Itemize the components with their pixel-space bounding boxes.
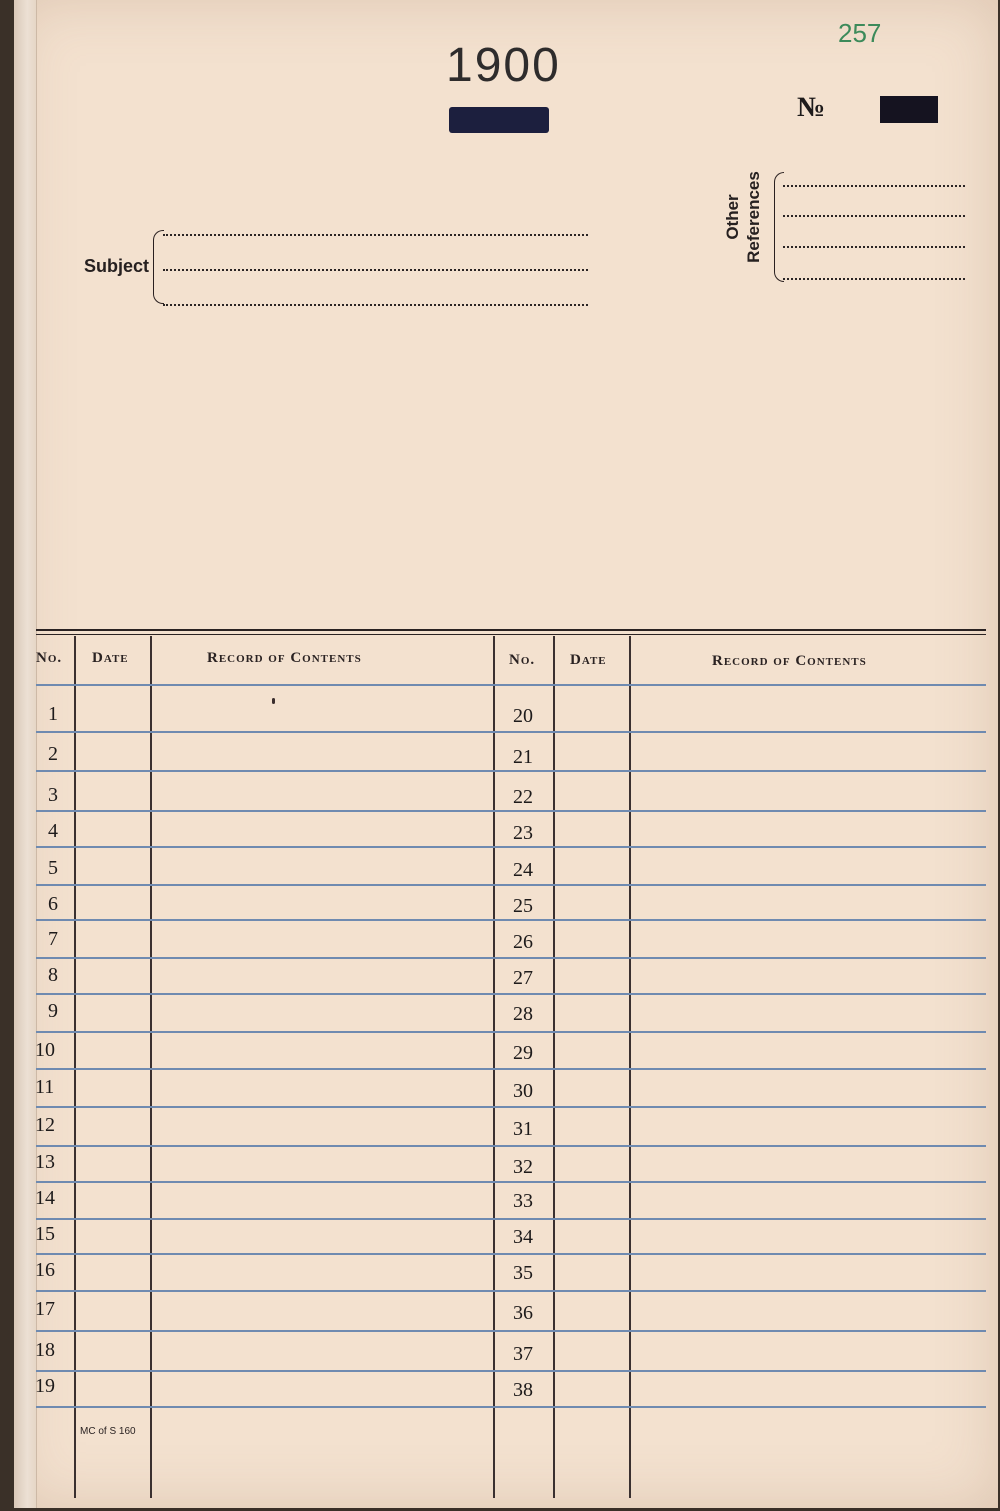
- header-no-right: No.: [509, 652, 536, 668]
- row-number-right: 32: [513, 1156, 533, 1178]
- row-rule: [36, 810, 986, 812]
- row-rule: [36, 993, 986, 995]
- other-references-brace: [774, 172, 784, 282]
- row-number-left: 2: [48, 743, 58, 765]
- row-rule: [36, 957, 986, 959]
- row-number-right: 36: [513, 1302, 533, 1324]
- row-number-right: 33: [513, 1190, 533, 1212]
- row-number-right: 26: [513, 931, 533, 953]
- ink-speck: [272, 698, 275, 704]
- header-date-left: Date: [92, 650, 129, 666]
- row-number-right: 23: [513, 822, 533, 844]
- other-ref-line-2[interactable]: [783, 215, 965, 217]
- record-sheet: [14, 0, 998, 1508]
- row-number-left: 18: [35, 1339, 55, 1361]
- redaction-block-number: [880, 96, 938, 123]
- subject-line-3[interactable]: [163, 304, 588, 306]
- header-record-left: Record of Contents: [207, 650, 362, 666]
- column-divider: [553, 636, 555, 1498]
- header-record-right: Record of Contents: [712, 653, 867, 669]
- column-divider: [150, 636, 152, 1498]
- row-number-left: 12: [35, 1114, 55, 1136]
- file-number-handwritten: 257: [838, 18, 882, 48]
- row-number-right: 25: [513, 895, 533, 917]
- row-rule: [36, 1145, 986, 1147]
- subject-line-2[interactable]: [163, 269, 588, 271]
- row-number-right: 20: [513, 705, 533, 727]
- row-number-left: 6: [48, 893, 58, 915]
- table-top-rule: [36, 629, 986, 631]
- row-number-right: 35: [513, 1262, 533, 1284]
- row-rule: [36, 884, 986, 886]
- row-number-left: 9: [48, 1000, 58, 1022]
- row-rule: [36, 1106, 986, 1108]
- redaction-block-year: [449, 107, 549, 133]
- row-number-left: 16: [35, 1259, 55, 1281]
- row-number-left: 19: [35, 1375, 55, 1397]
- row-number-right: 24: [513, 859, 533, 881]
- number-symbol: №: [797, 92, 826, 123]
- row-rule: [36, 1370, 986, 1372]
- binding-spine: [14, 0, 37, 1508]
- row-number-left: 10: [35, 1039, 55, 1061]
- row-number-left: 4: [48, 820, 58, 842]
- row-rule: [36, 1218, 986, 1220]
- row-number-left: 3: [48, 784, 58, 806]
- row-rule: [36, 1031, 986, 1033]
- row-number-right: 31: [513, 1118, 533, 1140]
- row-rule: [36, 770, 986, 772]
- row-number-left: 1: [48, 703, 58, 725]
- row-rule: [36, 1068, 986, 1070]
- column-divider: [629, 636, 631, 1498]
- column-divider: [74, 636, 76, 1498]
- row-rule: [36, 684, 986, 686]
- row-number-right: 21: [513, 746, 533, 768]
- other-ref-line-3[interactable]: [783, 246, 965, 248]
- other-ref-line-4[interactable]: [783, 278, 965, 280]
- year-stamp: 1900: [446, 39, 561, 92]
- subject-label: Subject: [84, 256, 150, 276]
- row-number-left: 5: [48, 857, 58, 879]
- row-number-right: 29: [513, 1042, 533, 1064]
- table-top-rule-thin: [36, 634, 986, 635]
- row-rule: [36, 846, 986, 848]
- row-rule: [36, 731, 986, 733]
- other-ref-line-1[interactable]: [783, 185, 965, 187]
- subject-brace: [153, 230, 164, 304]
- row-number-left: 7: [48, 928, 58, 950]
- row-number-right: 28: [513, 1003, 533, 1025]
- row-rule: [36, 1253, 986, 1255]
- row-number-left: 17: [35, 1298, 55, 1320]
- header-no-left: No.: [36, 650, 63, 666]
- row-number-left: 8: [48, 964, 58, 986]
- row-number-left: 14: [35, 1187, 55, 1209]
- row-rule: [36, 1290, 986, 1292]
- row-rule: [36, 919, 986, 921]
- row-rule: [36, 1181, 986, 1183]
- subject-line-1[interactable]: [163, 234, 588, 236]
- row-number-left: 13: [35, 1151, 55, 1173]
- row-number-left: 15: [35, 1223, 55, 1245]
- row-number-right: 38: [513, 1379, 533, 1401]
- header-date-right: Date: [570, 652, 607, 668]
- row-number-right: 37: [513, 1343, 533, 1365]
- row-number-right: 30: [513, 1080, 533, 1102]
- row-rule: [36, 1406, 986, 1408]
- row-rule: [36, 1330, 986, 1332]
- column-divider: [493, 636, 495, 1498]
- row-number-right: 22: [513, 786, 533, 808]
- row-number-right: 34: [513, 1226, 533, 1248]
- form-code: MC of S 160: [80, 1426, 136, 1437]
- other-references-label: Other References: [723, 171, 763, 263]
- row-number-right: 27: [513, 967, 533, 989]
- row-number-left: 11: [35, 1076, 55, 1098]
